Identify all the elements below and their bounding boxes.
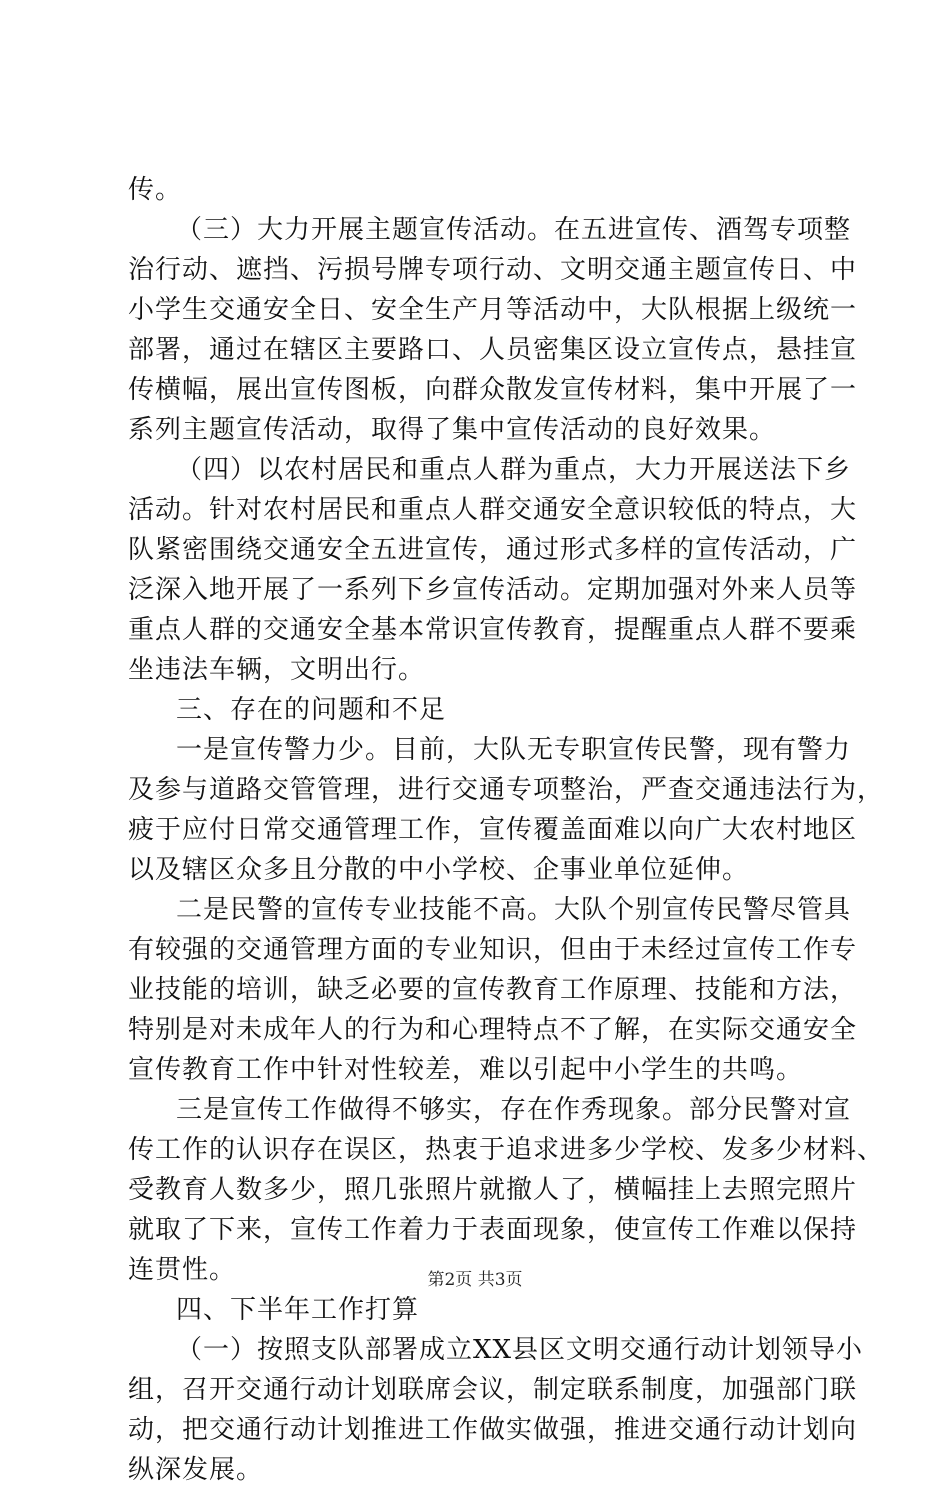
text-line: 受教育人数多少，照几张照片就撤人了，横幅挂上去照完照片 — [128, 1175, 858, 1205]
text-line: 泛深入地开展了一系列下乡宣传活动。定期加强对外来人员等 — [128, 575, 858, 605]
text-line: 特别是对未成年人的行为和心理特点不了解，在实际交通安全 — [128, 1015, 858, 1045]
text-line: 队紧密围绕交通安全五进宣传，通过形式多样的宣传活动，广 — [128, 535, 858, 565]
text-line: （三）大力开展主题宣传活动。在五进宣传、酒驾专项整 — [176, 215, 852, 245]
text-line: 二是民警的宣传专业技能不高。大队个别宣传民警尽管具 — [176, 895, 852, 925]
text-line: 部署，通过在辖区主要路口、人员密集区设立宣传点，悬挂宣 — [128, 335, 858, 365]
text-line: 三是宣传工作做得不够实，存在作秀现象。部分民警对宣 — [176, 1095, 852, 1125]
text-line: 治行动、遮挡、污损号牌专项行动、文明交通主题宣传日、中 — [128, 255, 858, 285]
text-line: 就取了下来，宣传工作着力于表面现象，使宣传工作难以保持 — [128, 1215, 858, 1245]
text-line: 传工作的认识存在误区，热衷于追求进多少学校、发多少材料、 — [128, 1135, 885, 1165]
text-line: 有较强的交通管理方面的专业知识，但由于未经过宣传工作专 — [128, 935, 858, 965]
text-line: 疲于应付日常交通管理工作，宣传覆盖面难以向广大农村地区 — [128, 815, 858, 845]
text-line: 动，把交通行动计划推进工作做实做强，推进交通行动计划向 — [128, 1415, 858, 1445]
text-line: 连贯性。 — [128, 1255, 237, 1285]
body-text — [128, 170, 885, 1490]
text-line: 业技能的培训，缺乏必要的宣传教育工作原理、技能和方法， — [128, 975, 858, 1005]
text-line: 以及辖区众多且分散的中小学校、企事业单位延伸。 — [128, 855, 750, 885]
text-line: 四、下半年工作打算 — [176, 1295, 420, 1325]
text-line: 重点人群的交通安全基本常识宣传教育，提醒重点人群不要乘 — [128, 615, 858, 645]
page-footer: 第2页 共3页 — [427, 1270, 523, 1290]
text-line: （四）以农村居民和重点人群为重点，大力开展送法下乡 — [176, 455, 852, 485]
text-line: 组，召开交通行动计划联席会议，制定联系制度，加强部门联 — [128, 1375, 858, 1405]
text-line: 活动。针对农村居民和重点人群交通安全意识较低的特点，大 — [128, 495, 858, 525]
text-line: 纵深发展。 — [128, 1455, 264, 1485]
text-line: 传横幅，展出宣传图板，向群众散发宣传材料，集中开展了一 — [128, 375, 858, 405]
text-line: 三、存在的问题和不足 — [176, 695, 447, 725]
text-line: 系列主题宣传活动，取得了集中宣传活动的良好效果。 — [128, 415, 777, 445]
text-line: （一）按照支队部署成立XX县区文明交通行动计划领导小 — [176, 1335, 864, 1365]
text-line: 传。 — [128, 175, 183, 205]
text-line: 一是宣传警力少。目前，大队无专职宣传民警，现有警力 — [176, 735, 852, 765]
text-line: 坐违法车辆，文明出行。 — [128, 655, 426, 685]
text-line: 小学生交通安全日、安全生产月等活动中，大队根据上级统一 — [128, 295, 858, 325]
text-line: 宣传教育工作中针对性较差，难以引起中小学生的共鸣。 — [128, 1055, 804, 1085]
text-line: 及参与道路交管管理，进行交通专项整治，严查交通违法行为， — [128, 775, 885, 805]
